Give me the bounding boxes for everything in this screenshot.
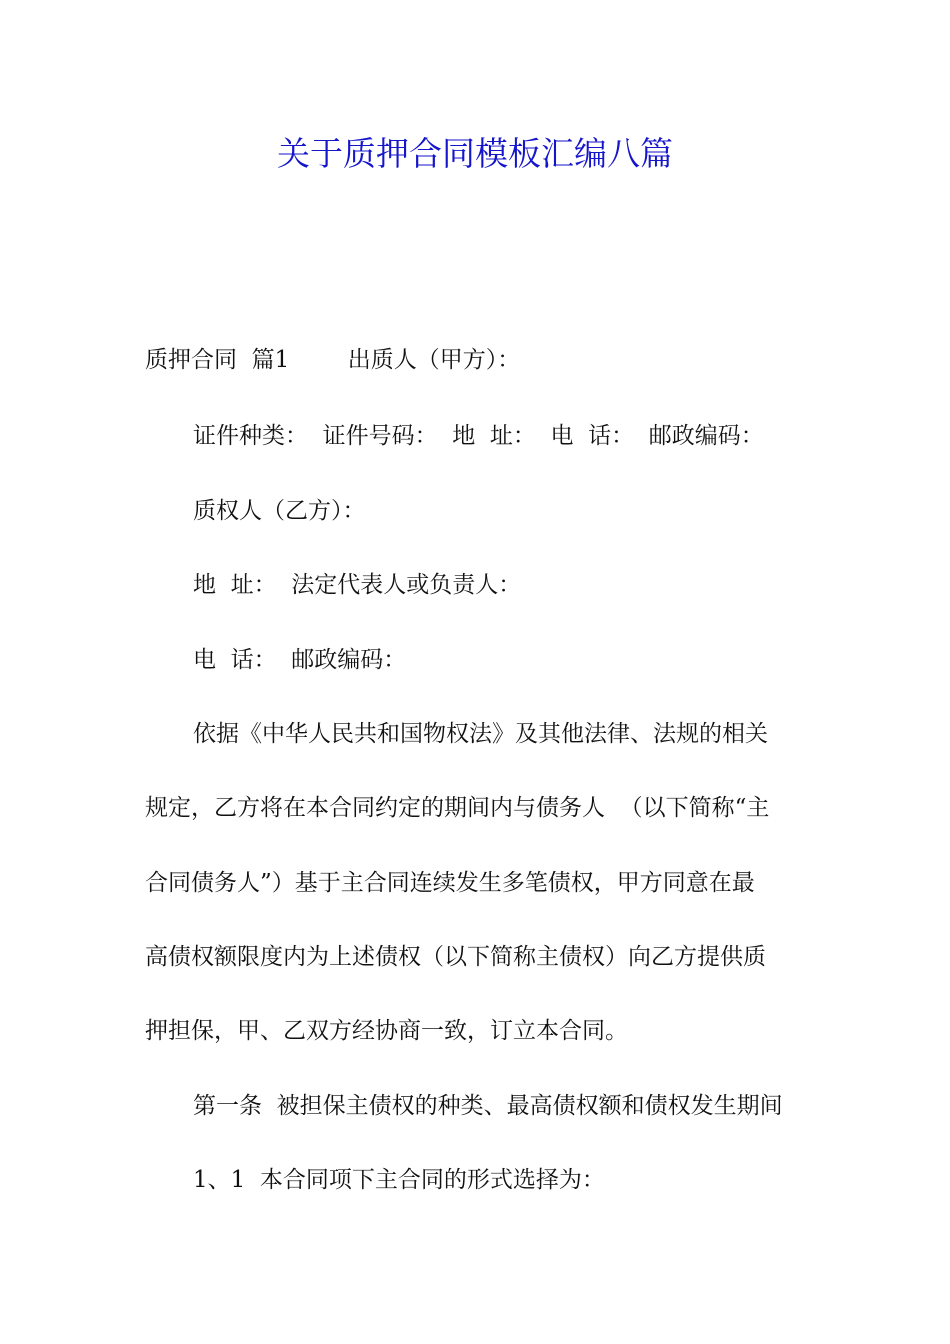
pledgee-phone-line: 电 话： 邮政编码：	[193, 647, 407, 673]
clause-line: 1、1 本合同项下主合同的形式选择为：	[193, 1167, 605, 1193]
pledgee-line: 质权人（乙方）：	[193, 498, 366, 524]
pledgee-address-line: 地 址： 法定代表人或负责人：	[193, 572, 522, 598]
paragraph-line: 合同债务人”）基于主合同连续发生多笔债权，甲方同意在最	[145, 870, 755, 896]
paragraph-line: 规定，乙方将在本合同约定的期间内与债务人 （以下简称“主	[145, 795, 770, 821]
article-heading-line: 第一条 被担保主债权的种类、最高债权额和债权发生期间	[193, 1093, 783, 1119]
pledgor-fields-line: 证件种类： 证件号码： 地 址： 电 话： 邮政编码：	[193, 423, 764, 449]
paragraph-line: 依据《中华人民共和国物权法》及其他法律、法规的相关	[193, 721, 768, 747]
document-title: 关于质押合同模板汇编八篇	[277, 134, 673, 173]
paragraph-line: 高债权额限度内为上述债权（以下简称主债权）向乙方提供质	[145, 944, 766, 970]
paragraph-line: 押担保，甲、乙双方经协商一致，订立本合同。	[145, 1018, 628, 1044]
section-heading-line: 质押合同 篇1 出质人（甲方）：	[145, 347, 521, 373]
